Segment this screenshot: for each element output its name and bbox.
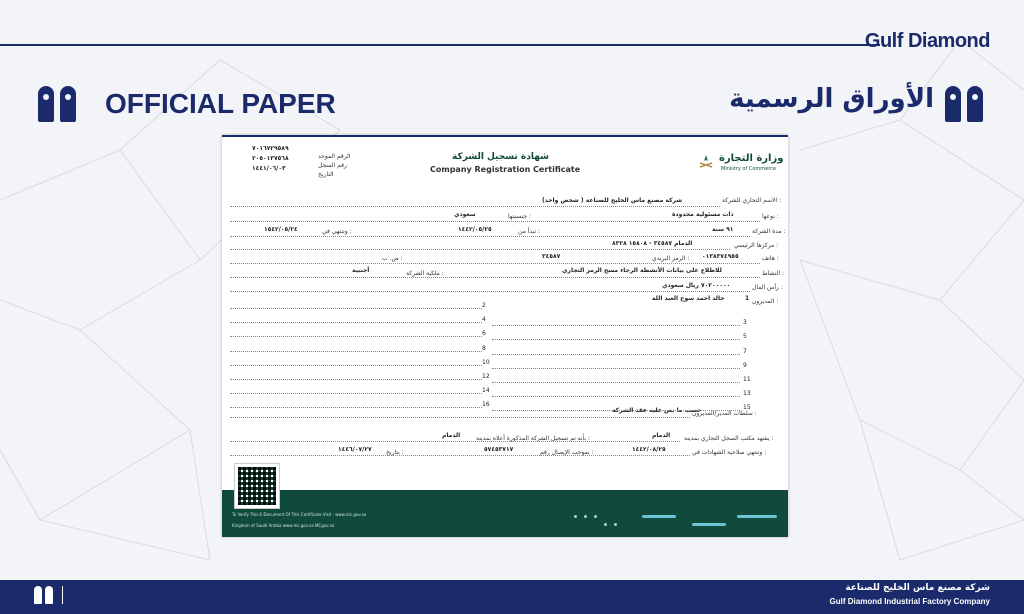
ends-value: ١٥٤٢/٠٥/٢٤ [264,226,298,233]
expiry-value: ١٤٤٢/٠٨/٢٥ [632,446,666,453]
manager-number-8: 8 [482,344,486,352]
trade-name-label: الاسم التجاري للشركة : [722,197,782,204]
type-label: نوعها : [762,213,779,220]
postal-value: ٣٤٥٨٧ [542,253,561,260]
phone-value: ٠١٣٨٣٧٤٩٥٥ [702,253,739,260]
header-line [0,44,880,46]
manager-number-6: 6 [482,330,486,338]
capital-label: رأس المال : [752,284,783,291]
manager-number-13: 13 [743,390,751,398]
verify-text: To Verify This E-Document Of This Certificate Visit : www.mc.gov.sa [232,512,367,517]
manager-line-right [492,354,740,355]
gd-logo-icon [38,86,76,122]
divider [62,586,63,604]
receipt-value: ٥٧٤٥٣٧١٧ [484,446,514,453]
manager-line-left [230,407,482,408]
manager-number-2: 2 [482,302,486,309]
nationality-label: جنسيتها : [508,213,532,220]
expiry-label: وتنتهي صلاحية الشهادات في : [692,449,767,456]
manager-line-left [230,365,482,366]
capital-value: ٧٠٢٠٠٠٠٠ ريال سعودي [662,282,731,289]
ownership-value: أجنبية [352,267,370,274]
company-name-ar: شركة مصنع ماس الخليج للصناعة [845,583,990,593]
gd-logo-icon [34,586,53,604]
manager-number-1: 1 [745,295,750,302]
powers-value: حسب ما نص عليه عقد الشركة [612,407,702,414]
unified-number-label: الرقم الموحد [318,153,351,160]
duration-value: ٩١ سنة [712,226,734,233]
manager-number-5: 5 [743,333,747,341]
cr-number-label: رقم السجل [318,162,347,169]
attest-city-b: الدمام [442,432,461,439]
manager-line-left [230,336,482,337]
ministry-name-ar: وزارة التجارة [719,153,784,164]
receipt-label: بموجب الإيصال رقم : [540,449,594,456]
date-value: ١٤٤٦/٠٧/٢٧ [338,446,372,453]
cr-date: ١٤٤١/٠٦/٠٣ [252,165,286,172]
ministry-emblem-icon [697,153,715,171]
manager-line-right [492,368,740,369]
attest-line-b: بأنه تم تسجيل الشركة المذكورة أعلاه بمدينة : [476,435,590,442]
cr-number: ٢٠٥٠١٣٧٥٦٨ [252,155,289,162]
ministry-name-en: Ministry of Commerce [721,166,776,172]
manager-number-14: 14 [482,387,490,395]
manager-line-right [492,325,740,326]
cr-date-label: التاريخ [318,171,334,178]
manager-line-right [492,410,740,411]
manager-line-left [230,393,482,394]
starts-label: تبدأ من : [518,228,540,235]
attest-line-a: يشهد مكتب السجل التجاري بمدينة : [684,435,774,442]
attest-city-a: الدمام [652,432,671,439]
phone-label: هاتف : [762,255,779,262]
postal-label: الرمز البريدي : [652,255,690,262]
trade-name-value: شركة مصنع ماس الخليج للصناعة ( شخص واحد) [542,197,683,204]
manager-line-left [230,351,482,352]
powers-label: سلطات المدير/المديرون : [692,410,757,417]
page-title-en: OFFICIAL PAPER [105,88,336,119]
hq-value: الدمام ٣٤٥٨٧ - ١٥٨٠٨ ٨٣٢٨ [612,240,693,247]
starts-value: ١٤٤٢/٠٥/٢٥ [458,226,492,233]
certificate-title-en: Company Registration Certificate [430,165,581,174]
manager-line-left [230,322,482,323]
qr-code[interactable] [234,463,280,509]
manager-line-right [492,382,740,383]
nationality-value: سعودي [454,211,476,218]
certificate-top-line [222,135,788,137]
activity-label: النشاط : [762,270,784,277]
footer-contact: Kingdom of Saudi Arabia www.mc.gov.sa MCgov.sa [232,523,335,528]
manager-number-4: 4 [482,316,486,324]
manager-line-right [492,339,740,340]
manager-number-16: 16 [482,401,490,409]
activity-value: للاطلاع على بيانات الأنشطة الرجاء مسح الرمز التجاري [562,267,722,274]
manager-line-left [230,379,482,380]
pobox-label: ص. ب : [382,255,403,262]
date-label: بتاريخ : [386,449,404,456]
manager-number-10: 10 [482,358,490,366]
manager-1-name: خالد احمد سوح العبد الله [652,295,725,302]
manager-number-9: 9 [743,361,747,369]
manager-number-11: 11 [743,376,751,383]
manager-line-left [230,308,482,309]
manager-number-15: 15 [743,404,751,412]
manager-number-3: 3 [743,319,747,327]
manager-number-12: 12 [482,373,490,380]
hq-label: مركزها الرئيسي : [734,242,779,249]
page-title-ar: الأوراق الرسمية [729,84,934,114]
manager-line-right [492,396,740,397]
ownership-label: ملكية الشركة : [406,270,444,277]
gd-logo-icon [945,86,983,122]
ends-label: وتنتهي في : [322,228,352,235]
manager-number-7: 7 [743,347,747,355]
company-registration-certificate [222,135,788,537]
brand-logo: Gulf Diamond [864,30,990,52]
duration-label: مدة الشركة : [752,228,786,235]
unified-number: ٧٠١٦٧٢٩٥٨٩ [252,145,289,152]
company-name-en: Gulf Diamond Industrial Factory Company [829,597,990,606]
type-value: ذات مسئولية محدودة [672,211,734,218]
certificate-title-ar: شهادة تسجيل الشركة [452,152,550,162]
managers-label: المديرون : [752,298,779,305]
